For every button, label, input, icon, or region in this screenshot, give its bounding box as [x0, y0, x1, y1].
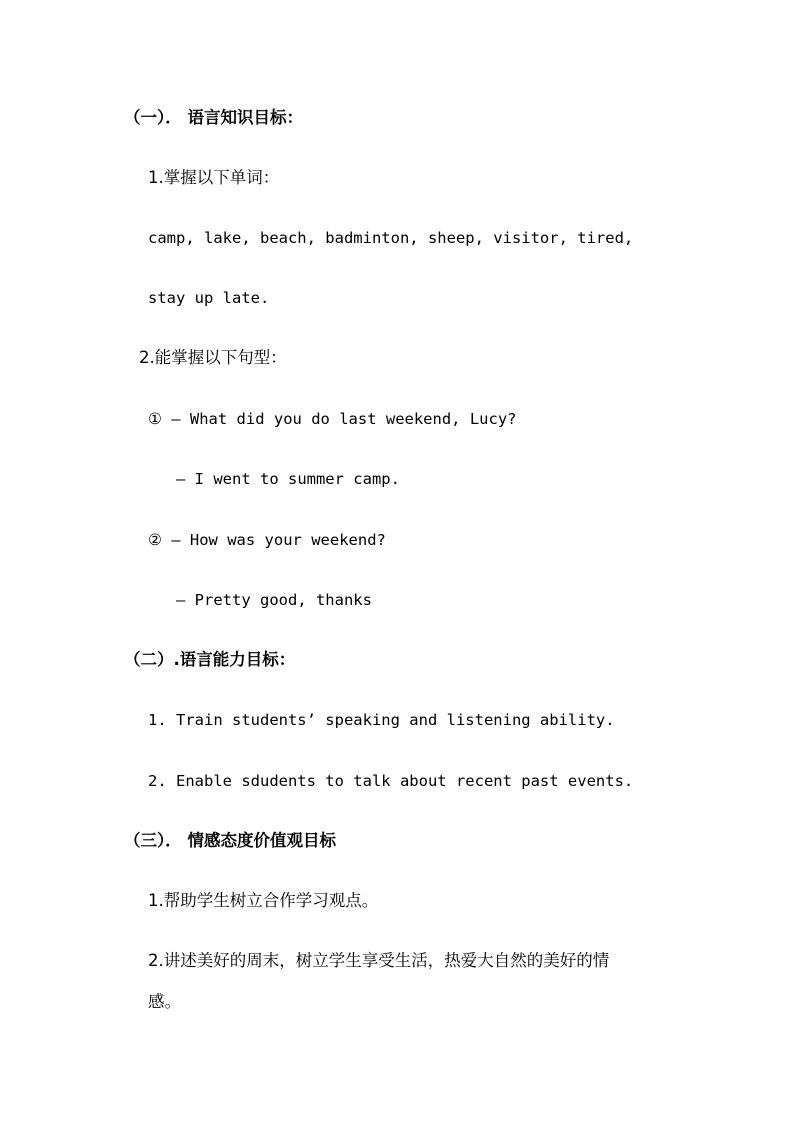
section2-heading: （二）.语言能力目标：: [124, 650, 296, 669]
section1-heading: （一）． 语言知识目标：: [124, 108, 303, 127]
vocab-words-line2: stay up late.: [148, 289, 270, 307]
dialog2-question: ② — How was your weekend?: [148, 531, 386, 549]
dialog1-answer: — I went to summer camp.: [176, 470, 400, 488]
ability-item-2: 2. Enable sdudents to talk about recent past events.: [148, 772, 634, 790]
attitude-item-1: 1.帮助学生树立合作学习观点。: [148, 891, 379, 910]
attitude-item-2-line1: 2.讲述美好的周末，树立学生享受生活，热爱大自然的美好的情: [148, 951, 610, 970]
vocab-words-line1: camp, lake, beach, badminton, sheep, visitor, tired,: [148, 229, 634, 247]
dialog2-answer: — Pretty good, thanks: [176, 591, 372, 609]
vocab-label: 1.掌握以下单词：: [148, 168, 280, 187]
section3-heading: （三）． 情感态度价值观目标: [124, 831, 336, 850]
attitude-item-2-line2: 感。: [148, 992, 181, 1011]
ability-item-1: 1. Train students’ speaking and listening ability.: [148, 711, 615, 729]
sentence-patterns-label: 2.能掌握以下句型：: [139, 348, 287, 367]
dialog1-question: ① — What did you do last weekend, Lucy?: [148, 410, 517, 428]
